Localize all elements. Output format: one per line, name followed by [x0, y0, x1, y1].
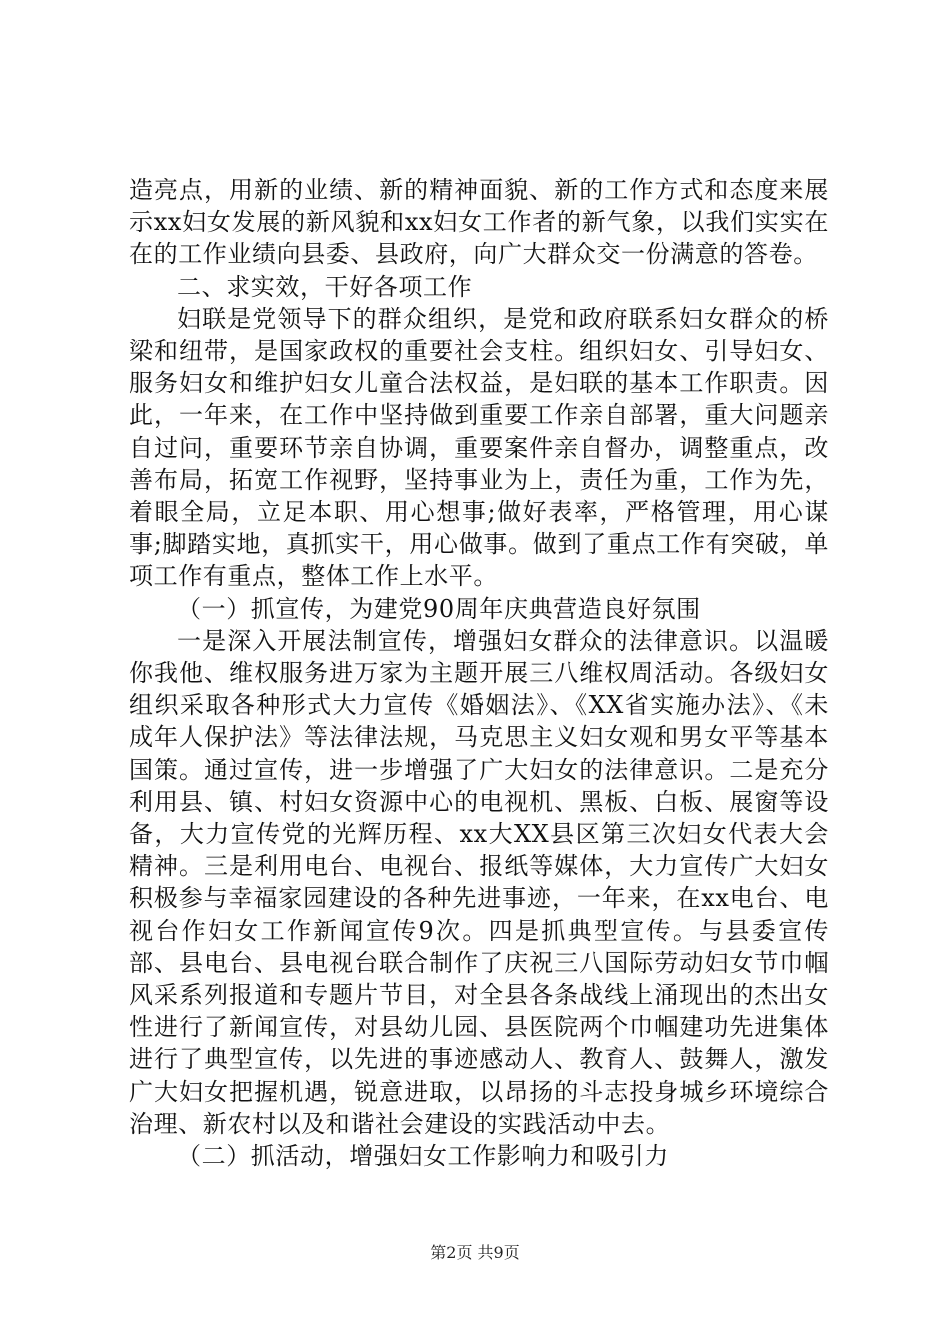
page-number-footer: 第2页 共9页	[430, 1243, 520, 1262]
paragraph-womens-federation: 妇联是党领导下的群众组织，是党和政府联系妇女群众的桥梁和纽带，是国家政权的重要社会支柱。组织妇女、引导妇女、服务妇女和维护妇女儿童合法权益，是妇联的基本工作职责。因此，一年来，在工作中坚持做到重要工作亲自部署，重大问题亲自过问，重要环节亲自协调，重要案件亲自督办，调整重点，改善布局，拓宽工作视野，坚持事业为上，责任为重，工作为先，着眼全局，立足本职、用心想事;做好表率，严格管理，用心谋事;脚踏实地，真抓实干，用心做事。做到了重点工作有突破，单项工作有重点，整体工作上水平。	[129, 304, 829, 591]
paragraph-continuation: 造亮点，用新的业绩、新的精神面貌、新的工作方式和态度来展示xx妇女发展的新风貌和xx妇女工作者的新气象，以我们实实在在的工作业绩向县委、县政府，向广大群众交一份满意的答卷。	[129, 176, 829, 269]
document-body	[129, 174, 829, 1172]
section-heading-2: 二、求实效，干好各项工作	[177, 272, 473, 301]
subsection-heading-1: （一）抓宣传，为建党90周年庆典营造良好氛围	[177, 594, 701, 623]
subsection-heading-2: （二）抓活动，增强妇女工作影响力和吸引力	[177, 1142, 669, 1171]
paragraph-publicity: 一是深入开展法制宣传，增强妇女群众的法律意识。以温暖你我他、维权服务进万家为主题开展三八维权周活动。各级妇女组织采取各种形式大力宣传《婚姻法》、《XX省实施办法》、《未成年人保护法》等法律法规，马克思主义妇女观和男女平等基本国策。通过宣传，进一步增强了广大妇女的法律意识。二是充分利用县、镇、村妇女资源中心的电视机、黑板、白板、展窗等设备，大力宣传党的光辉历程、xx大XX县区第三次妇女代表大会精神。三是利用电台、电视台、报纸等媒体，大力宣传广大妇女积极参与幸福家园建设的各种先进事迹，一年来，在xx电台、电视台作妇女工作新闻宣传9次。四是抓典型宣传。与县委宣传部、县电台、县电视台联合制作了庆祝三八国际劳动妇女节巾帼风采系列报道和专题片节目，对全县各条战线上涌现出的杰出女性进行了新闻宣传，对县幼儿园、县医院两个巾帼建功先进集体进行了典型宣传，以先进的事迹感动人、教育人、鼓舞人，激发广大妇女把握机遇，锐意进取，以昂扬的斗志投身城乡环境综合治理、新农村以及和谐社会建设的实践活动中去。	[129, 626, 829, 1138]
